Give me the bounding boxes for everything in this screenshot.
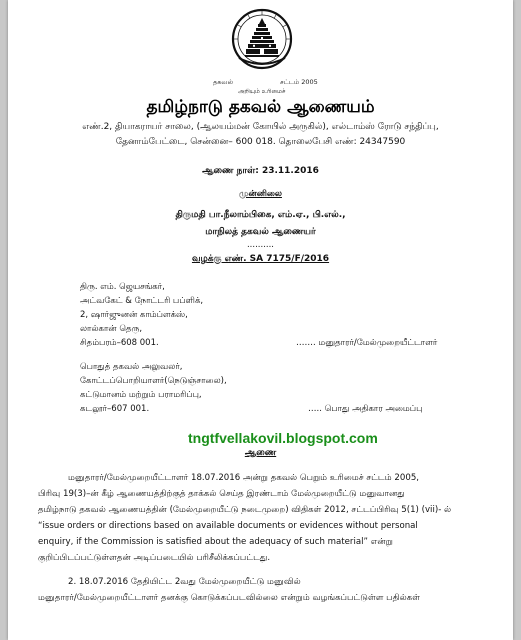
petitioner-role-label: மனுதாரர்/மேல்முறையீட்டாளர்	[318, 338, 438, 348]
paragraph-line: enquiry, if the Commission is satisfied about the adequacy of such material” என்று	[38, 537, 393, 547]
emblem-caption-mid: அறியும் உரிமைச்	[238, 88, 286, 95]
blog-watermark: tngtfvellakovil.blogspot.com	[188, 430, 378, 446]
paragraph-line: 2. 18.07.2016 தேதியிட்ட 2வது மேல்முறையீட்டு மனுவில்	[68, 577, 301, 587]
document-page	[8, 0, 513, 640]
emblem-caption-left: தகவல்	[213, 78, 234, 86]
paragraph-line: மனுதாரர்/மேல்முறையீட்டாளர் 18.07.2016 அன்று தகவல் பெறும் உரிமைச் சட்டம் 2005,	[68, 473, 420, 483]
tamil-nadu-emblem-icon	[231, 8, 293, 72]
respondent-line: கோட்டப்பொறியாளர்(நெடுஞ்சாலை),	[80, 376, 227, 386]
paragraph-line: “issue orders or directions based on available documents or evidences without personal	[38, 521, 418, 531]
officer-name: திருமதி பா.நீலாம்பிகை, எம்.ஏ., பி.எல்.,	[175, 210, 346, 220]
petitioner-line: சிதம்பரம்–608 001.	[80, 338, 159, 348]
emblem-caption-right: சட்டம் 2005	[280, 78, 318, 86]
commission-title: தமிழ்நாடு தகவல் ஆணையம்	[146, 97, 375, 117]
paragraph-2	[38, 574, 488, 606]
paragraph-line: பிரிவு 19(3)–ன் கீழ் ஆணையத்திற்குத் தாக்கல் செய்த இரண்டாம் மேல்முறையீட்டு மனுவானது	[38, 489, 405, 499]
petitioner-role: ……. மனுதாரர்/மேல்முறையீட்டாளர்	[296, 338, 438, 348]
paragraph-line: மனுதாரர்/மேல்முறையீட்டாளர் தனக்கு கொடுக்கப்படவில்லை என்றும் வழங்கப்பட்டுள்ள பதில்கள்	[38, 593, 421, 603]
separator-dots: ..........	[246, 240, 275, 250]
respondent-line: கட்டுமானம் மற்றும் பராமரிப்பு,	[80, 390, 202, 400]
petitioner-line: அட்வகேட் & நோட்டரி பப்ளிக்,	[80, 296, 204, 306]
case-number: வழக்கு எண். SA 7175/F/2016	[191, 254, 330, 264]
paragraph-line: தமிழ்நாடு தகவல் ஆணையத்தின் (மேல்முறையீட்டு நடைமுறை) விதிகள் 2012, சட்டப்பிரிவு 5(1) (vii)- ல்	[38, 505, 452, 515]
respondent-line: கடலூர்–607 001.	[80, 404, 150, 414]
order-date: ஆணை நாள்: 23.11.2016	[202, 166, 319, 176]
respondent-line: பொதுத் தகவல் அலுவலர்,	[80, 362, 183, 372]
respondent-role: ….. பொது அதிகார அமைப்பு	[308, 404, 423, 414]
officer-title: மாநிலத் தகவல் ஆணையர்	[205, 227, 316, 237]
order-heading: ஆணை	[244, 448, 277, 458]
presence-heading: முன்னிலை	[239, 189, 282, 199]
address-line-2: தேனாம்பேட்டை, சென்னை– 600 018. தொலைபேசி எண்: 24347590	[115, 137, 406, 147]
petitioner-line: திரு. எம். ஜெயசங்கர்,	[80, 282, 165, 292]
petitioner-line: 2, ஷார்ஜுனன் காம்ப்ளக்ஸ்,	[80, 310, 188, 320]
paragraph-1	[38, 470, 488, 566]
address-line-1: எண்.2, தியாகராயர் சாலை, (ஆலயம்மன் கோயில் அருகில்), எல்டாம்ஸ் ரோடு சந்திப்பு,	[82, 122, 439, 132]
petitioner-line: லால்கான் தெரு,	[80, 324, 143, 334]
paragraph-line: குறிப்பிடப்பட்டுள்ளதன் அடிப்படையில் பரிசீலிக்கப்பட்டது.	[38, 553, 271, 563]
respondent-role-label: பொது அதிகார அமைப்பு	[324, 404, 423, 414]
